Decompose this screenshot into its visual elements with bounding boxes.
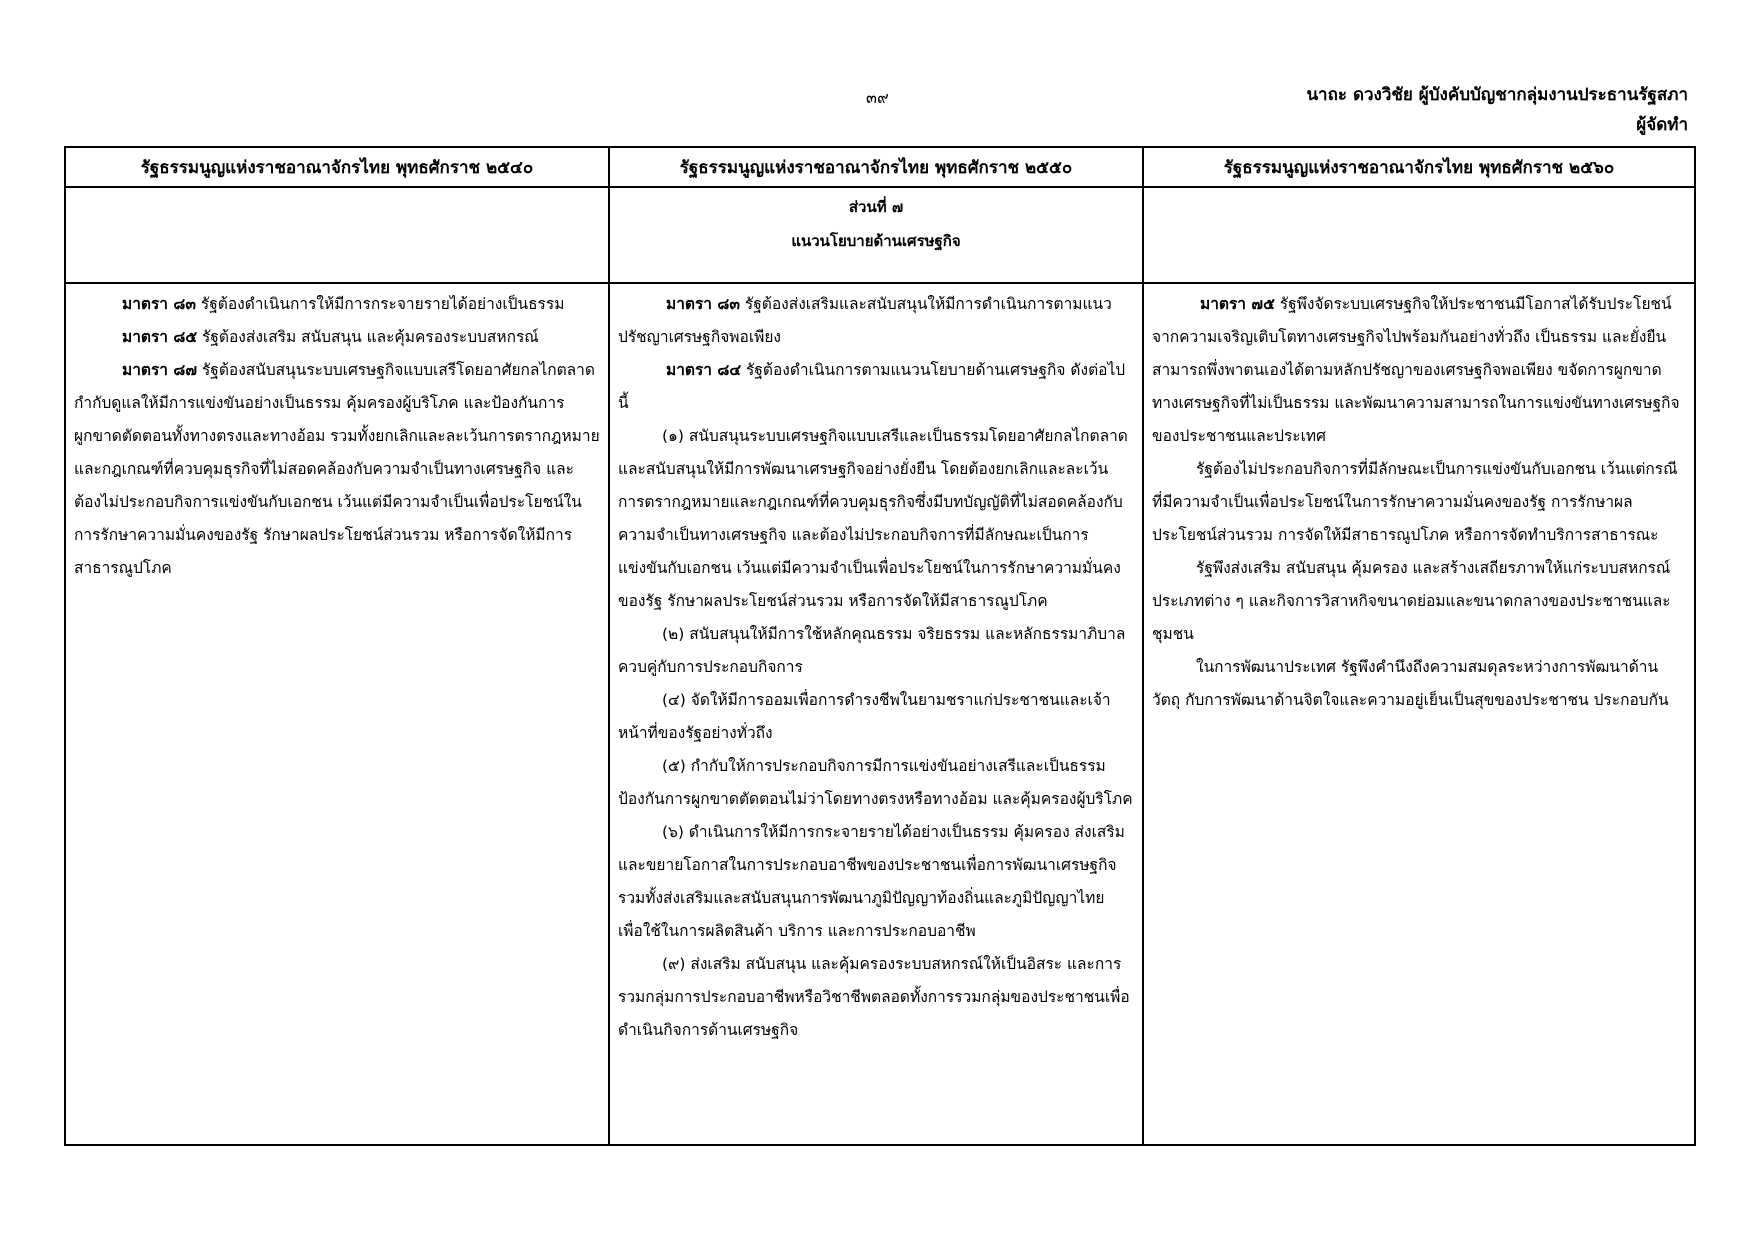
- article-number: มาตรา ๗๕: [1200, 295, 1275, 313]
- paragraph-text: รัฐต้องดำเนินการตามแนวนโยบายด้านเศรษฐกิจ ดังต่อไปนี้: [618, 361, 1126, 412]
- section-row: [65, 187, 1695, 283]
- paragraph: [618, 618, 1134, 684]
- paragraph: [1152, 453, 1686, 552]
- column-header-2560: รัฐธรรมนูญแห่งราชอาณาจักรไทย พุทธศักราช ๒๕๖๐: [1143, 147, 1695, 187]
- column-text-2560: [1144, 284, 1694, 717]
- body-cell-2550: [609, 283, 1143, 1145]
- paragraph-text: รัฐพึงส่งเสริม สนับสนุน คุ้มครอง และสร้างเสถียรภาพให้แก่ระบบสหกรณ์ประเภทต่าง ๆ และกิจการวิสาหกิจขนาดย่อมและขนาดกลางของประชาชนและชุมชน: [1152, 559, 1671, 643]
- paragraph-text: (๒) สนับสนุนให้มีการใช้หลักคุณธรรม จริยธรรม และหลักธรรมาภิบาล ควบคู่กับการประกอบกิจการ: [618, 625, 1126, 676]
- paragraph: [1152, 651, 1686, 717]
- paragraph: [74, 288, 600, 321]
- section-title: แนวนโยบายด้านเศรษฐกิจ: [791, 232, 961, 250]
- header-row: [65, 147, 1695, 187]
- section-part: ส่วนที่ ๗: [848, 198, 904, 216]
- paragraph-text: รัฐต้องส่งเสริมและสนับสนุนให้มีการดำเนินการตามแนวปรัชญาเศรษฐกิจพอเพียง: [618, 295, 1112, 346]
- paragraph-text: ในการพัฒนาประเทศ รัฐพึงคำนึงถึงความสมดุลระหว่างการพัฒนาด้านวัตถุ กับการพัฒนาด้านจิตใจและความอยู่เย็นเป็นสุขของประชาชน ประกอบกัน: [1152, 658, 1669, 709]
- comparison-table: [64, 146, 1696, 1146]
- article-number: มาตรา ๘๓: [666, 295, 740, 313]
- paragraph-text: (๙) ส่งเสริม สนับสนุน และคุ้มครองระบบสหกรณ์ให้เป็นอิสระ และการรวมกลุ่มการประกอบอาชีพหรือวิชาชีพตลอดทั้งการรวมกลุ่มของประชาชนเพื่อดำเนินกิจการด้านเศรษฐกิจ: [618, 955, 1130, 1039]
- article-number: มาตรา ๘๕: [122, 328, 198, 346]
- paragraph-text: (๕) กำกับให้การประกอบกิจการมีการแข่งขันอย่างเสรีและเป็นธรรม ป้องกันการผูกขาดตัดตอนไม่ว่าโดยทางตรงหรือทางอ้อม และคุ้มครองผู้บริโภค: [618, 757, 1133, 808]
- paragraph-text: (๖) ดำเนินการให้มีการกระจายรายได้อย่างเป็นธรรม คุ้มครอง ส่งเสริมและขยายโอกาสในการประกอบอาชีพของประชาชนเพื่อการพัฒนาเศรษฐกิจ รวมทั้งส่งเสริมและสนับสนุนการพัฒนาภูมิปัญญาท้องถิ่นและภูมิปัญญาไทย เพื่อใช้ในการผลิตสินค้า บริการ และการประกอบอาชีพ: [618, 823, 1125, 940]
- column-header-2550: รัฐธรรมนูญแห่งราชอาณาจักรไทย พุทธศักราช ๒๕๕๐: [609, 147, 1143, 187]
- paragraph: [74, 321, 600, 354]
- paragraph-text: รัฐต้องดำเนินการให้มีการกระจายรายได้อย่างเป็นธรรม: [200, 295, 565, 313]
- column-text-2540: [66, 284, 608, 585]
- paragraph: [618, 684, 1134, 750]
- paragraph: [618, 288, 1134, 354]
- author-role: ผู้จัดทำ: [1636, 115, 1688, 135]
- column-text-2550: [610, 284, 1142, 1047]
- author-name: นาถะ ดวงวิชัย ผู้บังคับบัญชากลุ่มงานประธานรัฐสภา: [1306, 85, 1688, 105]
- body-row: [65, 283, 1695, 1145]
- author-block: [1306, 80, 1688, 140]
- section-cell-2560: [1143, 187, 1695, 283]
- body-cell-2540: [65, 283, 609, 1145]
- article-number: มาตรา ๘๗: [122, 361, 198, 379]
- page-number: ๓๙: [866, 88, 889, 107]
- paragraph: [618, 948, 1134, 1047]
- paragraph-text: รัฐต้องสนับสนุนระบบเศรษฐกิจแบบเสรีโดยอาศัยกลไกตลาด กำกับดูแลให้มีการแข่งขันอย่างเป็นธรรม คุ้มครองผู้บริโภค และป้องกันการผูกขาดตัดตอนทั้งทางตรงและทางอ้อม รวมทั้งยกเลิกและละเว้นการตรากฎหมายและกฎเกณฑ์ที่ควบคุมธุรกิจที่ไม่สอดคล้องกับความจำเป็นทางเศรษฐกิจ และต้องไม่ประกอบกิจการแข่งขันกับเอกชน เว้นแต่มีความจำเป็นเพื่อประโยชน์ในการรักษาความมั่นคงของรัฐ รักษาผลประโยชน์ส่วนรวม หรือการจัดให้มีการสาธารณูปโภค: [74, 361, 600, 577]
- paragraph: [618, 750, 1134, 816]
- article-number: มาตรา ๘๓: [122, 295, 196, 313]
- article-number: มาตรา ๘๔: [666, 361, 742, 379]
- paragraph: [618, 420, 1134, 618]
- paragraph-text: รัฐต้องส่งเสริม สนับสนุน และคุ้มครองระบบสหกรณ์: [202, 328, 539, 346]
- body-cell-2560: [1143, 283, 1695, 1145]
- section-cell-2550: [609, 187, 1143, 283]
- paragraph: [74, 354, 600, 585]
- paragraph: [618, 816, 1134, 948]
- paragraph-text: รัฐพึงจัดระบบเศรษฐกิจให้ประชาชนมีโอกาสได้รับประโยชน์จากความเจริญเติบโตทางเศรษฐกิจไปพร้อมกันอย่างทั่วถึง เป็นธรรม และยั่งยืน สามารถพึ่งพาตนเองได้ตามหลักปรัชญาของเศรษฐกิจพอเพียง ขจัดการผูกขาดทางเศรษฐกิจที่ไม่เป็นธรรม และพัฒนาความสามารถในการแข่งขันทางเศรษฐกิจของประชาชนและประเทศ: [1152, 295, 1680, 445]
- paragraph-text: (๔) จัดให้มีการออมเพื่อการดำรงชีพในยามชราแก่ประชาชนและเจ้าหน้าที่ของรัฐอย่างทั่วถึง: [618, 691, 1111, 742]
- paragraph-text: รัฐต้องไม่ประกอบกิจการที่มีลักษณะเป็นการแข่งขันกับเอกชน เว้นแต่กรณีที่มีความจำเป็นเพื่อประโยชน์ในการรักษาความมั่นคงของรัฐ การรักษาผลประโยชน์ส่วนรวม การจัดให้มีสาธารณูปโภค หรือการจัดทำบริการสาธารณะ: [1152, 460, 1678, 544]
- paragraph: [618, 354, 1134, 420]
- column-header-2540: รัฐธรรมนูญแห่งราชอาณาจักรไทย พุทธศักราช ๒๕๔๐: [65, 147, 609, 187]
- paragraph-text: (๑) สนับสนุนระบบเศรษฐกิจแบบเสรีและเป็นธรรมโดยอาศัยกลไกตลาด และสนับสนุนให้มีการพัฒนาเศรษฐกิจอย่างยั่งยืน โดยต้องยกเลิกและละเว้นการตรากฎหมายและกฎเกณฑ์ที่ควบคุมธุรกิจซึ่งมีบทบัญญัติที่ไม่สอดคล้องกับความจำเป็นทางเศรษฐกิจ และต้องไม่ประกอบกิจการที่มีลักษณะเป็นการแข่งขันกับเอกชน เว้นแต่มีความจำเป็นเพื่อประโยชน์ในการรักษาความมั่นคงของรัฐ รักษาผลประโยชน์ส่วนรวม หรือการจัดให้มีสาธารณูปโภค: [618, 427, 1128, 610]
- paragraph: [1152, 552, 1686, 651]
- section-cell-2540: [65, 187, 609, 283]
- paragraph: [1152, 288, 1686, 453]
